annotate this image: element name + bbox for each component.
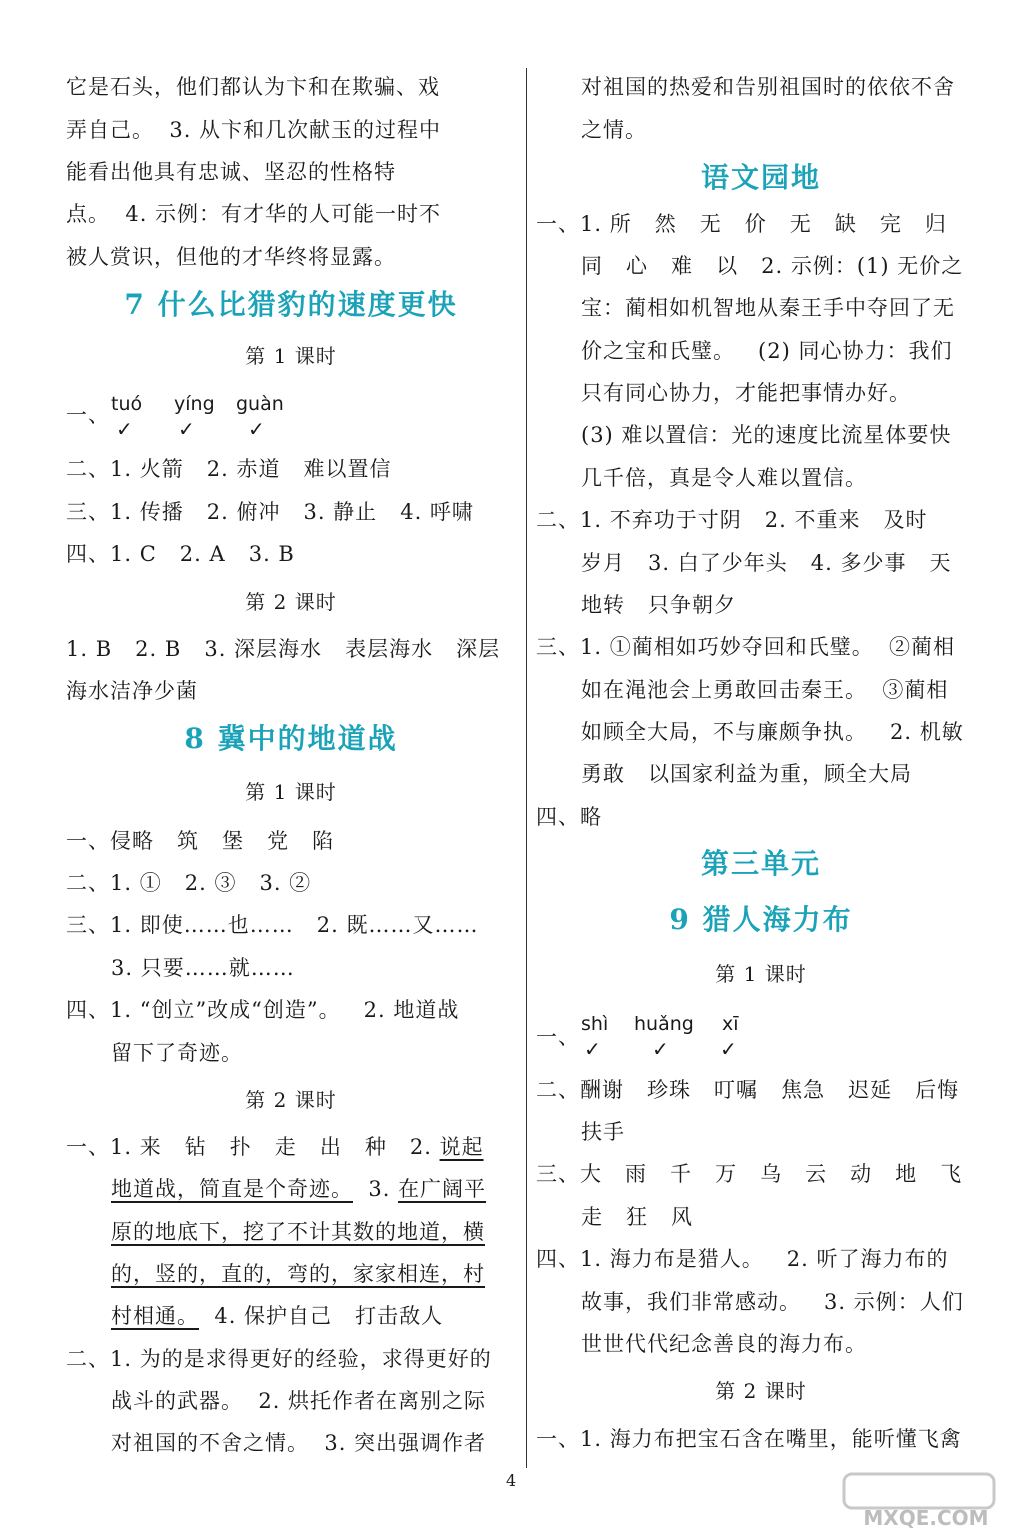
check-icon: ✓ <box>720 1037 737 1061</box>
question-label: 一、 <box>536 1025 580 1049</box>
text-line: 3. 只要……就…… <box>111 956 295 980</box>
section-title-9: 9 猎人海力布 <box>669 903 853 936</box>
text-line: (3) 难以置信：光的速度比流星体要快 <box>581 423 952 447</box>
watermark-text: MXQE.COM <box>863 1506 989 1530</box>
text-line <box>111 1174 486 1204</box>
text-line: 世世代代纪念善良的海力布。 <box>581 1332 867 1356</box>
pinyin: guàn <box>236 393 284 415</box>
text-line: 故事，我们非常感动。 3. 示例：人们 <box>581 1290 964 1314</box>
column-divider <box>526 68 527 1468</box>
text-line: 战斗的武器。 2. 烘托作者在离别之际 <box>111 1389 487 1413</box>
text-line: 点。 4. 示例：有才华的人可能一时不 <box>66 202 442 226</box>
text-line: 它是石头，他们都认为卞和在欺骗、戏 <box>66 75 440 99</box>
text-line: 价之宝和氏璧。 (2) 同心协力：我们 <box>581 339 953 363</box>
text-line: 四、1. C 2. A 3. B <box>66 542 295 566</box>
text-line: 如在渑池会上勇敢回击秦王。 ③蔺相 <box>581 678 949 702</box>
text-line: 三、1. ①蔺相如巧妙夺回和氏璧。 ②蔺相 <box>536 635 956 659</box>
text-line: 1. B 2. B 3. 深层海水 表层海水 深层 <box>66 637 501 661</box>
lesson-heading: 第 1 课时 <box>245 344 337 368</box>
underlined-answer: 说起 <box>439 1135 484 1159</box>
text-line <box>111 1301 443 1331</box>
text-line: 一、1. 海力布把宝石含在嘴里，能听懂飞禽 <box>536 1427 962 1451</box>
text-line: 二、1. 火箭 2. 赤道 难以置信 <box>66 457 392 481</box>
underlined-answer: 地道战，简直是个奇迹。 <box>111 1177 353 1201</box>
text-line: 对祖国的热爱和告别祖国时的依依不舍 <box>581 75 955 99</box>
text-line: 三、1. 传播 2. 俯冲 3. 静止 4. 呼啸 <box>66 500 474 524</box>
underlined-answer: 的，竖的，直的，弯的，家家相连，村 <box>111 1262 485 1286</box>
text-run: 4. 保护自己 打击敌人 <box>199 1304 444 1328</box>
text-line: 几千倍，真是令人难以置信。 <box>581 466 867 490</box>
text-line: 四、1. 海力布是猎人。 2. 听了海力布的 <box>536 1247 949 1271</box>
check-icon: ✓ <box>178 417 195 441</box>
text-line: 海水洁净少菌 <box>66 679 198 703</box>
check-icon: ✓ <box>584 1037 601 1061</box>
text-line: 如顾全大局，不与廉颇争执。 2. 机敏 <box>581 720 964 744</box>
text-line: 一、1. 所 然 无 价 无 缺 完 归 <box>536 212 947 236</box>
lesson-heading: 第 2 课时 <box>245 590 337 614</box>
watermark-logo <box>836 1470 1016 1530</box>
text-line: 三、大 雨 千 万 乌 云 动 地 飞 <box>536 1162 963 1186</box>
question-label: 一、 <box>66 403 110 427</box>
text-run: 3. <box>353 1177 399 1201</box>
text-line: 二、酬谢 珍珠 叮嘱 焦急 迟延 后悔 <box>536 1078 960 1102</box>
text-line: 弄自己。 3. 从卞和几次献玉的过程中 <box>66 118 442 142</box>
text-run: 一、1. 来 钻 扑 走 出 种 2. <box>66 1135 440 1159</box>
check-icon: ✓ <box>652 1037 669 1061</box>
text-line: 被人赏识，但他的才华终将显露。 <box>66 245 396 269</box>
text-line: 同 心 难 以 2. 示例：(1) 无价之 <box>581 254 964 278</box>
check-icon: ✓ <box>116 417 133 441</box>
underlined-answer: 在广阔平 <box>398 1177 487 1201</box>
lesson-heading: 第 2 课时 <box>245 1088 337 1112</box>
text-line: 岁月 3. 白了少年头 4. 多少事 天 <box>581 551 952 575</box>
unit-title: 第三单元 <box>700 847 821 880</box>
text-line: 对祖国的不舍之情。 3. 突出强调作者 <box>111 1431 487 1455</box>
text-line: 扶手 <box>581 1120 625 1144</box>
pinyin: tuó <box>111 393 143 415</box>
text-line: 二、1. 为的是求得更好的经验，求得更好的 <box>66 1347 492 1371</box>
underlined-answer: 原的地底下，挖了不计其数的地道，横 <box>111 1220 485 1244</box>
text-line: 留下了奇迹。 <box>111 1041 243 1065</box>
text-line <box>66 1132 484 1162</box>
section-title-7: 7 什么比猎豹的速度更快 <box>124 288 458 321</box>
text-line: 走 狂 风 <box>581 1205 694 1229</box>
text-line <box>111 1217 485 1247</box>
pinyin: xī <box>722 1013 739 1035</box>
text-line: 之情。 <box>581 118 647 142</box>
pinyin: huǎng <box>634 1013 694 1035</box>
pinyin: shì <box>581 1013 609 1035</box>
check-icon: ✓ <box>248 417 265 441</box>
section-title-yuwen: 语文园地 <box>700 161 821 194</box>
section-title-8: 8 冀中的地道战 <box>184 722 398 755</box>
text-line: 四、略 <box>536 805 602 829</box>
lesson-heading: 第 2 课时 <box>715 1379 807 1403</box>
text-line: 四、1. “创立”改成“创造”。 2. 地道战 <box>66 998 460 1022</box>
lesson-heading: 第 1 课时 <box>715 962 807 986</box>
text-line: 能看出他具有忠诚、坚忍的性格特 <box>66 160 396 184</box>
lesson-heading: 第 1 课时 <box>245 780 337 804</box>
underlined-answer: 村相通。 <box>111 1304 199 1328</box>
text-line: 勇敢 以国家利益为重，顾全大局 <box>581 762 913 786</box>
text-line: 二、1. ① 2. ③ 3. ② <box>66 871 312 895</box>
text-line: 地转 只争朝夕 <box>581 593 737 617</box>
text-line: 宝：蔺相如机智地从秦王手中夺回了无 <box>581 296 955 320</box>
text-line: 三、1. 即使……也…… 2. 既……又…… <box>66 913 479 937</box>
text-line: 二、1. 不弃功于寸阴 2. 不重来 及时 <box>536 508 928 532</box>
text-line: 一、侵略 筑 堡 党 陷 <box>66 829 335 853</box>
text-line <box>111 1259 485 1289</box>
pinyin: yíng <box>174 393 215 415</box>
text-line: 只有同心协力，才能把事情办好。 <box>581 381 911 405</box>
page-number: 4 <box>506 1471 517 1490</box>
